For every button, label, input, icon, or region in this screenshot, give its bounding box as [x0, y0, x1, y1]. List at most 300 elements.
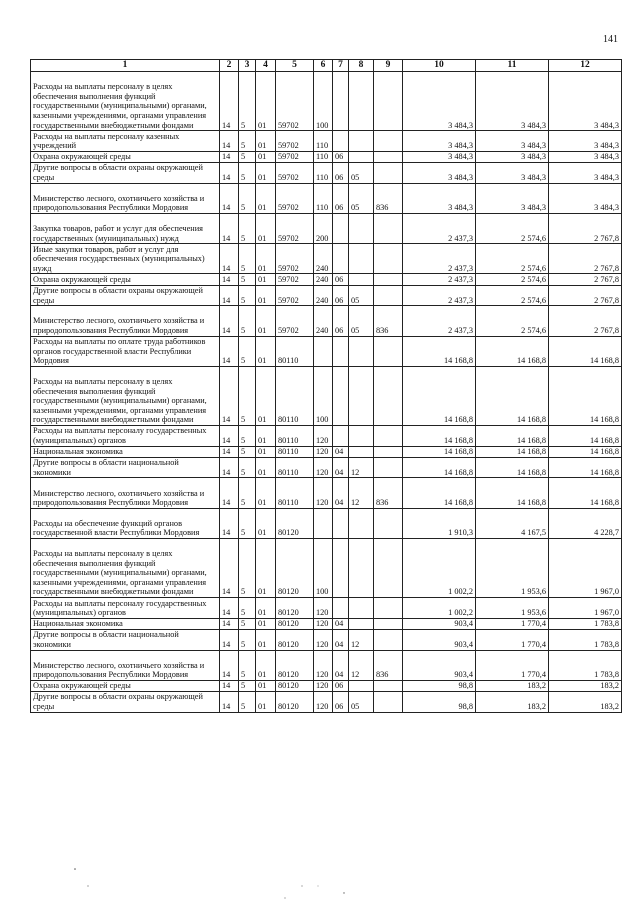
code-cell: 06 [333, 691, 349, 712]
amount-cell: 14 168,8 [403, 425, 476, 446]
code-cell: 01 [256, 629, 276, 650]
code-cell: 80120 [276, 508, 314, 538]
table-row [31, 244, 622, 274]
table-row [31, 618, 622, 629]
code-cell [349, 598, 374, 619]
code-cell: 5 [239, 244, 256, 274]
amount-cell: 14 168,8 [403, 478, 476, 508]
code-cell: 836 [374, 306, 403, 336]
table-row [31, 691, 622, 712]
code-cell: 01 [256, 538, 276, 597]
code-cell: 05 [349, 306, 374, 336]
amount-cell: 3 484,3 [403, 183, 476, 213]
code-cell: 120 [314, 650, 333, 680]
amount-cell: 14 168,8 [403, 446, 476, 457]
code-cell: 59702 [276, 131, 314, 152]
code-cell: 80120 [276, 691, 314, 712]
code-cell: 14 [220, 691, 239, 712]
row-description: Расходы на обеспечение функций органов государственной власти Республики Мордовия [31, 508, 220, 538]
table-row [31, 162, 622, 183]
amount-cell: 2 767,8 [549, 244, 622, 274]
amount-cell: 2 574,6 [476, 274, 549, 285]
row-description: Иные закупки товаров, работ и услуг для обеспечения государственных (муниципальных) нужд [31, 244, 220, 274]
code-cell: 836 [374, 478, 403, 508]
code-cell [374, 629, 403, 650]
column-header: 11 [476, 60, 549, 72]
amount-cell: 14 168,8 [549, 336, 622, 366]
code-cell: 01 [256, 680, 276, 691]
amount-cell: 2 574,6 [476, 244, 549, 274]
code-cell: 14 [220, 285, 239, 306]
amount-cell: 903,4 [403, 650, 476, 680]
amount-cell: 1 967,0 [549, 598, 622, 619]
row-description: Расходы на выплаты персоналу в целях обеспечения выполнения функций государственными (муниципальными) органами, казенными учреждениями, органами управления государственными внебюджетными фондами [31, 366, 220, 425]
code-cell [374, 508, 403, 538]
code-cell: 05 [349, 162, 374, 183]
amount-cell: 1 783,8 [549, 629, 622, 650]
code-cell: 5 [239, 629, 256, 650]
code-cell [333, 131, 349, 152]
code-cell: 14 [220, 213, 239, 243]
code-cell [374, 457, 403, 478]
code-cell: 01 [256, 618, 276, 629]
code-cell: 01 [256, 457, 276, 478]
amount-cell: 14 168,8 [549, 478, 622, 508]
row-description: Расходы на выплаты персоналу государственных (муниципальных) органов [31, 598, 220, 619]
code-cell [349, 618, 374, 629]
code-cell: 14 [220, 629, 239, 650]
code-cell: 5 [239, 285, 256, 306]
code-cell: 120 [314, 680, 333, 691]
code-cell: 59702 [276, 285, 314, 306]
amount-cell: 3 484,3 [549, 162, 622, 183]
code-cell [374, 366, 403, 425]
amount-cell: 1 953,6 [476, 598, 549, 619]
code-cell: 14 [220, 538, 239, 597]
code-cell: 12 [349, 478, 374, 508]
code-cell: 5 [239, 151, 256, 162]
header-row [31, 60, 622, 72]
code-cell [349, 213, 374, 243]
code-cell: 80120 [276, 538, 314, 597]
code-cell [349, 131, 374, 152]
code-cell: 120 [314, 691, 333, 712]
amount-cell: 4 167,5 [476, 508, 549, 538]
row-description: Охрана окружающей среды [31, 151, 220, 162]
code-cell: 14 [220, 162, 239, 183]
code-cell [374, 680, 403, 691]
table-row [31, 285, 622, 306]
amount-cell: 14 168,8 [476, 457, 549, 478]
table-row [31, 151, 622, 162]
table-row [31, 680, 622, 691]
table-row [31, 274, 622, 285]
amount-cell: 14 168,8 [403, 366, 476, 425]
code-cell [314, 336, 333, 366]
code-cell: 14 [220, 183, 239, 213]
code-cell [374, 691, 403, 712]
code-cell: 5 [239, 162, 256, 183]
code-cell: 80110 [276, 457, 314, 478]
code-cell [374, 72, 403, 131]
code-cell: 14 [220, 680, 239, 691]
amount-cell: 183,2 [476, 680, 549, 691]
code-cell [349, 425, 374, 446]
code-cell: 5 [239, 598, 256, 619]
amount-cell: 1 770,4 [476, 618, 549, 629]
amount-cell: 1 002,2 [403, 538, 476, 597]
amount-cell: 2 574,6 [476, 213, 549, 243]
amount-cell: 14 168,8 [476, 336, 549, 366]
code-cell: 100 [314, 366, 333, 425]
row-description: Национальная экономика [31, 446, 220, 457]
code-cell: 59702 [276, 183, 314, 213]
code-cell: 59702 [276, 151, 314, 162]
code-cell: 01 [256, 162, 276, 183]
row-description: Другие вопросы в области национальной экономики [31, 457, 220, 478]
column-header: 2 [220, 60, 239, 72]
row-description: Министерство лесного, охотничьего хозяйства и природопользования Республики Мордовия [31, 650, 220, 680]
amount-cell: 14 168,8 [403, 336, 476, 366]
code-cell: 5 [239, 478, 256, 508]
amount-cell: 3 484,3 [549, 183, 622, 213]
amount-cell: 3 484,3 [549, 151, 622, 162]
row-description: Расходы на выплаты персоналу государственных (муниципальных) органов [31, 425, 220, 446]
code-cell: 06 [333, 183, 349, 213]
code-cell: 14 [220, 446, 239, 457]
table-row [31, 446, 622, 457]
code-cell: 80120 [276, 618, 314, 629]
code-cell: 01 [256, 425, 276, 446]
amount-cell: 3 484,3 [476, 183, 549, 213]
column-header: 7 [333, 60, 349, 72]
code-cell [333, 244, 349, 274]
column-header: 9 [374, 60, 403, 72]
amount-cell: 14 168,8 [549, 446, 622, 457]
code-cell: 01 [256, 151, 276, 162]
row-description: Расходы на выплаты персоналу казенных учреждений [31, 131, 220, 152]
amount-cell: 14 168,8 [476, 446, 549, 457]
code-cell: 06 [333, 680, 349, 691]
column-header: 5 [276, 60, 314, 72]
code-cell: 14 [220, 306, 239, 336]
code-cell: 5 [239, 680, 256, 691]
code-cell: 14 [220, 274, 239, 285]
code-cell: 110 [314, 151, 333, 162]
row-description: Закупка товаров, работ и услуг для обеспечения государственных (муниципальных) нужд [31, 213, 220, 243]
code-cell: 14 [220, 72, 239, 131]
code-cell: 5 [239, 446, 256, 457]
code-cell: 01 [256, 244, 276, 274]
column-header: 4 [256, 60, 276, 72]
table-row [31, 425, 622, 446]
amount-cell: 98,8 [403, 680, 476, 691]
row-description: Министерство лесного, охотничьего хозяйства и природопользования Республики Мордовия [31, 306, 220, 336]
code-cell: 14 [220, 650, 239, 680]
code-cell: 14 [220, 508, 239, 538]
code-cell: 04 [333, 618, 349, 629]
code-cell: 01 [256, 131, 276, 152]
code-cell: 59702 [276, 72, 314, 131]
code-cell: 5 [239, 538, 256, 597]
code-cell: 04 [333, 478, 349, 508]
code-cell [374, 151, 403, 162]
column-header: 12 [549, 60, 622, 72]
code-cell: 200 [314, 213, 333, 243]
amount-cell: 2 437,3 [403, 306, 476, 336]
code-cell [349, 538, 374, 597]
amount-cell: 183,2 [549, 680, 622, 691]
code-cell: 01 [256, 336, 276, 366]
code-cell: 05 [349, 691, 374, 712]
code-cell: 120 [314, 598, 333, 619]
amount-cell: 1 770,4 [476, 650, 549, 680]
code-cell: 59702 [276, 213, 314, 243]
code-cell: 05 [349, 285, 374, 306]
amount-cell: 2 437,3 [403, 213, 476, 243]
code-cell: 01 [256, 285, 276, 306]
code-cell: 5 [239, 274, 256, 285]
code-cell: 01 [256, 213, 276, 243]
code-cell [349, 336, 374, 366]
code-cell: 110 [314, 183, 333, 213]
amount-cell: 2 574,6 [476, 306, 549, 336]
code-cell: 06 [333, 306, 349, 336]
column-header: 3 [239, 60, 256, 72]
page-number: 141 [603, 34, 618, 45]
table-row [31, 538, 622, 597]
amount-cell: 4 228,7 [549, 508, 622, 538]
code-cell: 01 [256, 598, 276, 619]
amount-cell: 3 484,3 [403, 131, 476, 152]
code-cell: 01 [256, 366, 276, 425]
code-cell [349, 680, 374, 691]
code-cell: 14 [220, 336, 239, 366]
code-cell: 80120 [276, 680, 314, 691]
code-cell: 14 [220, 151, 239, 162]
code-cell [333, 366, 349, 425]
column-header: 8 [349, 60, 374, 72]
amount-cell: 1 783,8 [549, 618, 622, 629]
code-cell: 5 [239, 650, 256, 680]
code-cell [349, 244, 374, 274]
code-cell: 5 [239, 336, 256, 366]
amount-cell: 1 967,0 [549, 538, 622, 597]
amount-cell: 2 437,3 [403, 285, 476, 306]
code-cell: 5 [239, 72, 256, 131]
code-cell: 14 [220, 618, 239, 629]
code-cell: 05 [349, 183, 374, 213]
row-description: Охрана окружающей среды [31, 680, 220, 691]
code-cell: 59702 [276, 162, 314, 183]
table-row [31, 72, 622, 131]
table-row [31, 508, 622, 538]
code-cell: 80110 [276, 366, 314, 425]
code-cell: 06 [333, 162, 349, 183]
amount-cell: 3 484,3 [476, 131, 549, 152]
row-description: Министерство лесного, охотничьего хозяйства и природопользования Республики Мордовия [31, 183, 220, 213]
table-row [31, 457, 622, 478]
amount-cell: 1 910,3 [403, 508, 476, 538]
code-cell: 12 [349, 629, 374, 650]
amount-cell: 3 484,3 [403, 162, 476, 183]
code-cell: 120 [314, 478, 333, 508]
table-row [31, 598, 622, 619]
code-cell: 01 [256, 446, 276, 457]
code-cell [374, 131, 403, 152]
code-cell [333, 598, 349, 619]
code-cell: 14 [220, 478, 239, 508]
code-cell [374, 285, 403, 306]
row-description: Другие вопросы в области охраны окружающей среды [31, 162, 220, 183]
amount-cell: 2 767,8 [549, 213, 622, 243]
amount-cell: 1 783,8 [549, 650, 622, 680]
code-cell: 5 [239, 457, 256, 478]
code-cell: 80110 [276, 336, 314, 366]
code-cell [333, 213, 349, 243]
code-cell [374, 538, 403, 597]
amount-cell: 3 484,3 [476, 151, 549, 162]
code-cell [374, 598, 403, 619]
code-cell [374, 274, 403, 285]
code-cell: 5 [239, 366, 256, 425]
table-row [31, 183, 622, 213]
code-cell: 04 [333, 446, 349, 457]
code-cell [374, 618, 403, 629]
code-cell [374, 336, 403, 366]
code-cell: 01 [256, 508, 276, 538]
code-cell: 01 [256, 306, 276, 336]
code-cell [333, 72, 349, 131]
code-cell [374, 446, 403, 457]
code-cell [349, 446, 374, 457]
code-cell: 01 [256, 691, 276, 712]
amount-cell: 903,4 [403, 618, 476, 629]
table-row [31, 131, 622, 152]
code-cell: 14 [220, 425, 239, 446]
code-cell: 14 [220, 131, 239, 152]
row-description: Охрана окружающей среды [31, 274, 220, 285]
column-header: 6 [314, 60, 333, 72]
code-cell: 5 [239, 691, 256, 712]
code-cell: 240 [314, 285, 333, 306]
row-description: Другие вопросы в области охраны окружающей среды [31, 691, 220, 712]
table-body [31, 72, 622, 713]
code-cell: 12 [349, 457, 374, 478]
table-row [31, 213, 622, 243]
code-cell: 5 [239, 306, 256, 336]
row-description: Расходы на выплаты по оплате труда работников органов государственной власти Республики Мордовия [31, 336, 220, 366]
code-cell: 04 [333, 457, 349, 478]
code-cell [374, 213, 403, 243]
code-cell: 120 [314, 618, 333, 629]
table-row [31, 650, 622, 680]
amount-cell: 14 168,8 [549, 457, 622, 478]
code-cell [314, 508, 333, 538]
code-cell [374, 425, 403, 446]
code-cell: 80120 [276, 629, 314, 650]
code-cell: 01 [256, 183, 276, 213]
code-cell: 06 [333, 274, 349, 285]
code-cell: 120 [314, 629, 333, 650]
code-cell: 14 [220, 457, 239, 478]
row-description: Национальная экономика [31, 618, 220, 629]
amount-cell: 98,8 [403, 691, 476, 712]
amount-cell: 3 484,3 [549, 131, 622, 152]
amount-cell: 1 770,4 [476, 629, 549, 650]
code-cell: 240 [314, 274, 333, 285]
amount-cell: 903,4 [403, 629, 476, 650]
amount-cell: 3 484,3 [549, 72, 622, 131]
row-description: Расходы на выплаты персоналу в целях обеспечения выполнения функций государственными (муниципальными) органами, казенными учреждениями, органами управления государственными внебюджетными фондами [31, 72, 220, 131]
amount-cell: 183,2 [476, 691, 549, 712]
amount-cell: 3 484,3 [476, 162, 549, 183]
amount-cell: 2 767,8 [549, 285, 622, 306]
code-cell [349, 151, 374, 162]
code-cell: 240 [314, 244, 333, 274]
code-cell: 240 [314, 306, 333, 336]
code-cell: 5 [239, 213, 256, 243]
amount-cell: 14 168,8 [549, 425, 622, 446]
code-cell [349, 508, 374, 538]
code-cell: 80120 [276, 650, 314, 680]
column-header: 10 [403, 60, 476, 72]
code-cell [333, 336, 349, 366]
row-description: Другие вопросы в области национальной экономики [31, 629, 220, 650]
amount-cell: 14 168,8 [549, 366, 622, 425]
amount-cell: 1 002,2 [403, 598, 476, 619]
code-cell: 100 [314, 538, 333, 597]
code-cell: 836 [374, 183, 403, 213]
column-header: 1 [31, 60, 220, 72]
code-cell: 14 [220, 244, 239, 274]
code-cell: 59702 [276, 244, 314, 274]
row-description: Расходы на выплаты персоналу в целях обеспечения выполнения функций государственными (муниципальными) органами, казенными учреждениями, органами управления государственными внебюджетными фондами [31, 538, 220, 597]
code-cell: 5 [239, 131, 256, 152]
amount-cell: 1 953,6 [476, 538, 549, 597]
code-cell: 5 [239, 508, 256, 538]
code-cell: 110 [314, 131, 333, 152]
table-row [31, 306, 622, 336]
code-cell: 80110 [276, 425, 314, 446]
amount-cell: 183,2 [549, 691, 622, 712]
amount-cell: 2 437,3 [403, 244, 476, 274]
code-cell: 5 [239, 183, 256, 213]
code-cell: 01 [256, 650, 276, 680]
code-cell: 14 [220, 366, 239, 425]
code-cell: 5 [239, 425, 256, 446]
code-cell: 100 [314, 72, 333, 131]
code-cell: 14 [220, 598, 239, 619]
code-cell [333, 538, 349, 597]
code-cell [349, 72, 374, 131]
code-cell: 01 [256, 478, 276, 508]
table-row [31, 478, 622, 508]
table-row [31, 366, 622, 425]
code-cell: 836 [374, 650, 403, 680]
code-cell [349, 274, 374, 285]
amount-cell: 3 484,3 [403, 151, 476, 162]
amount-cell: 14 168,8 [476, 366, 549, 425]
code-cell: 5 [239, 618, 256, 629]
code-cell: 06 [333, 285, 349, 306]
code-cell: 80120 [276, 598, 314, 619]
code-cell: 110 [314, 162, 333, 183]
code-cell: 01 [256, 274, 276, 285]
amount-cell: 14 168,8 [403, 457, 476, 478]
code-cell [333, 508, 349, 538]
budget-table [30, 59, 622, 713]
